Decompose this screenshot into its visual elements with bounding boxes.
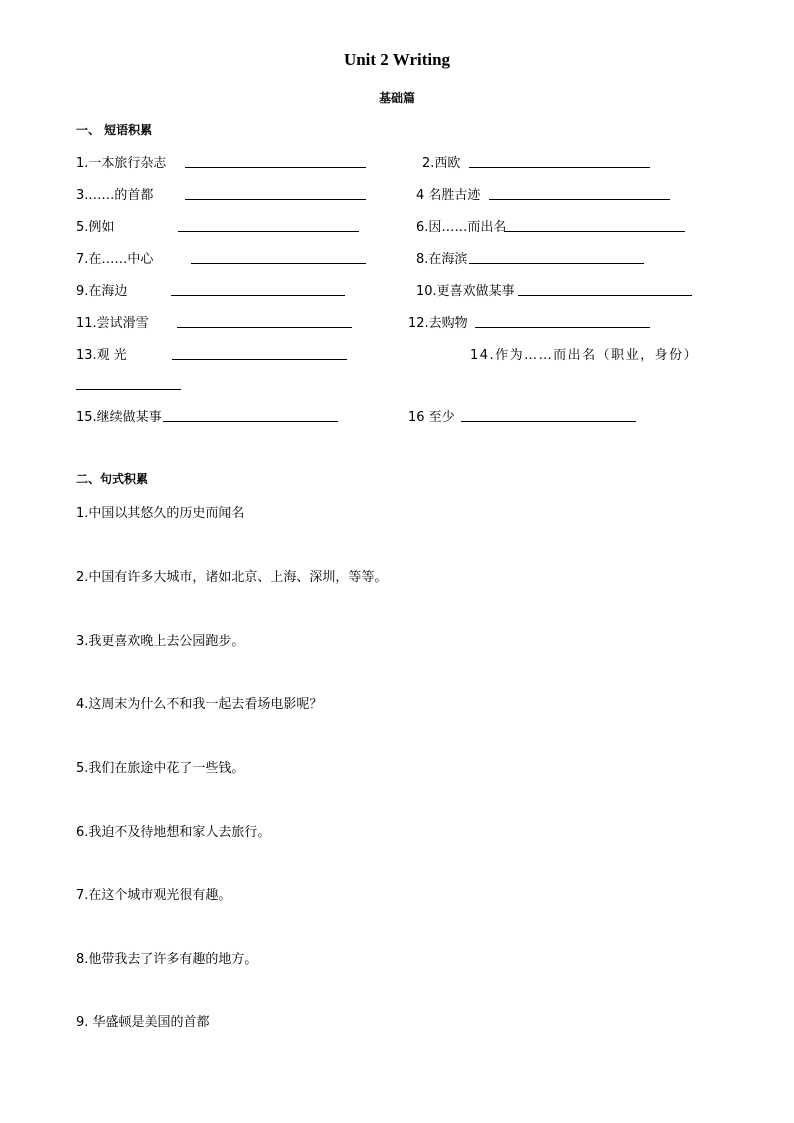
phrase-label-1: 1.一本旅行杂志 bbox=[76, 156, 167, 171]
answer-blank-10[interactable] bbox=[518, 295, 692, 296]
sentence-item-2: 2.中国有许多大城市，诸如北京、上海、深圳，等等。 bbox=[76, 570, 388, 585]
phrase-label-8: 8.在海滨 bbox=[416, 252, 468, 267]
answer-blank-5[interactable] bbox=[178, 231, 359, 232]
phrase-label-6: 6.因……而出名 bbox=[416, 220, 507, 235]
phrase-label-4: 4 名胜古迹 bbox=[416, 188, 481, 203]
answer-blank-2[interactable] bbox=[469, 167, 650, 168]
answer-blank-13[interactable] bbox=[172, 359, 347, 360]
sentence-item-5: 5.我们在旅途中花了一些钱。 bbox=[76, 761, 245, 776]
sentence-item-4: 4.这周末为什么不和我一起去看场电影呢？ bbox=[76, 697, 323, 712]
phrase-label-14: 14.作为……而出名（职业，身份） bbox=[470, 348, 699, 363]
sentence-item-3: 3.我更喜欢晚上去公园跑步。 bbox=[76, 634, 245, 649]
sentence-item-1: 1.中国以其悠久的历史而闻名 bbox=[76, 506, 245, 521]
phrase-label-5: 5.例如 bbox=[76, 220, 115, 235]
section2-heading: 二、句式积累 bbox=[76, 472, 149, 486]
answer-blank-7[interactable] bbox=[191, 263, 366, 264]
section1-heading: 一、 短语积累 bbox=[76, 123, 153, 137]
answer-blank-16[interactable] bbox=[461, 421, 636, 422]
phrase-label-9: 9.在海边 bbox=[76, 284, 128, 299]
answer-blank-1[interactable] bbox=[185, 167, 366, 168]
answer-blank-14[interactable] bbox=[76, 389, 181, 390]
answer-blank-11[interactable] bbox=[177, 327, 352, 328]
phrase-label-7: 7.在……中心 bbox=[76, 252, 154, 267]
answer-blank-12[interactable] bbox=[475, 327, 650, 328]
phrase-label-10: 10.更喜欢做某事 bbox=[416, 284, 515, 299]
answer-blank-15[interactable] bbox=[163, 421, 338, 422]
sentence-item-9: 9. 华盛顿是美国的首都 bbox=[76, 1015, 210, 1030]
phrase-label-2: 2.西欧 bbox=[422, 156, 461, 171]
sentence-item-7: 7.在这个城市观光很有趣。 bbox=[76, 888, 232, 903]
phrase-label-13: 13.观 光 bbox=[76, 348, 127, 363]
answer-blank-9[interactable] bbox=[171, 295, 345, 296]
answer-blank-6[interactable] bbox=[504, 231, 685, 232]
answer-blank-3[interactable] bbox=[185, 199, 366, 200]
phrase-label-12: 12.去购物 bbox=[408, 316, 468, 331]
phrase-label-15: 15.继续做某事 bbox=[76, 410, 162, 425]
sentence-item-8: 8.他带我去了许多有趣的地方。 bbox=[76, 952, 258, 967]
phrase-label-3: 3.……的首都 bbox=[76, 188, 154, 203]
answer-blank-8[interactable] bbox=[469, 263, 644, 264]
sentence-item-6: 6.我迫不及待地想和家人去旅行。 bbox=[76, 825, 271, 840]
page-subtitle: 基础篇 bbox=[378, 91, 415, 105]
page-title: Unit 2 Writing bbox=[343, 50, 451, 69]
phrase-label-11: 11.尝试滑雪 bbox=[76, 316, 149, 331]
answer-blank-4[interactable] bbox=[489, 199, 670, 200]
phrase-label-16: 16 至少 bbox=[408, 410, 455, 425]
